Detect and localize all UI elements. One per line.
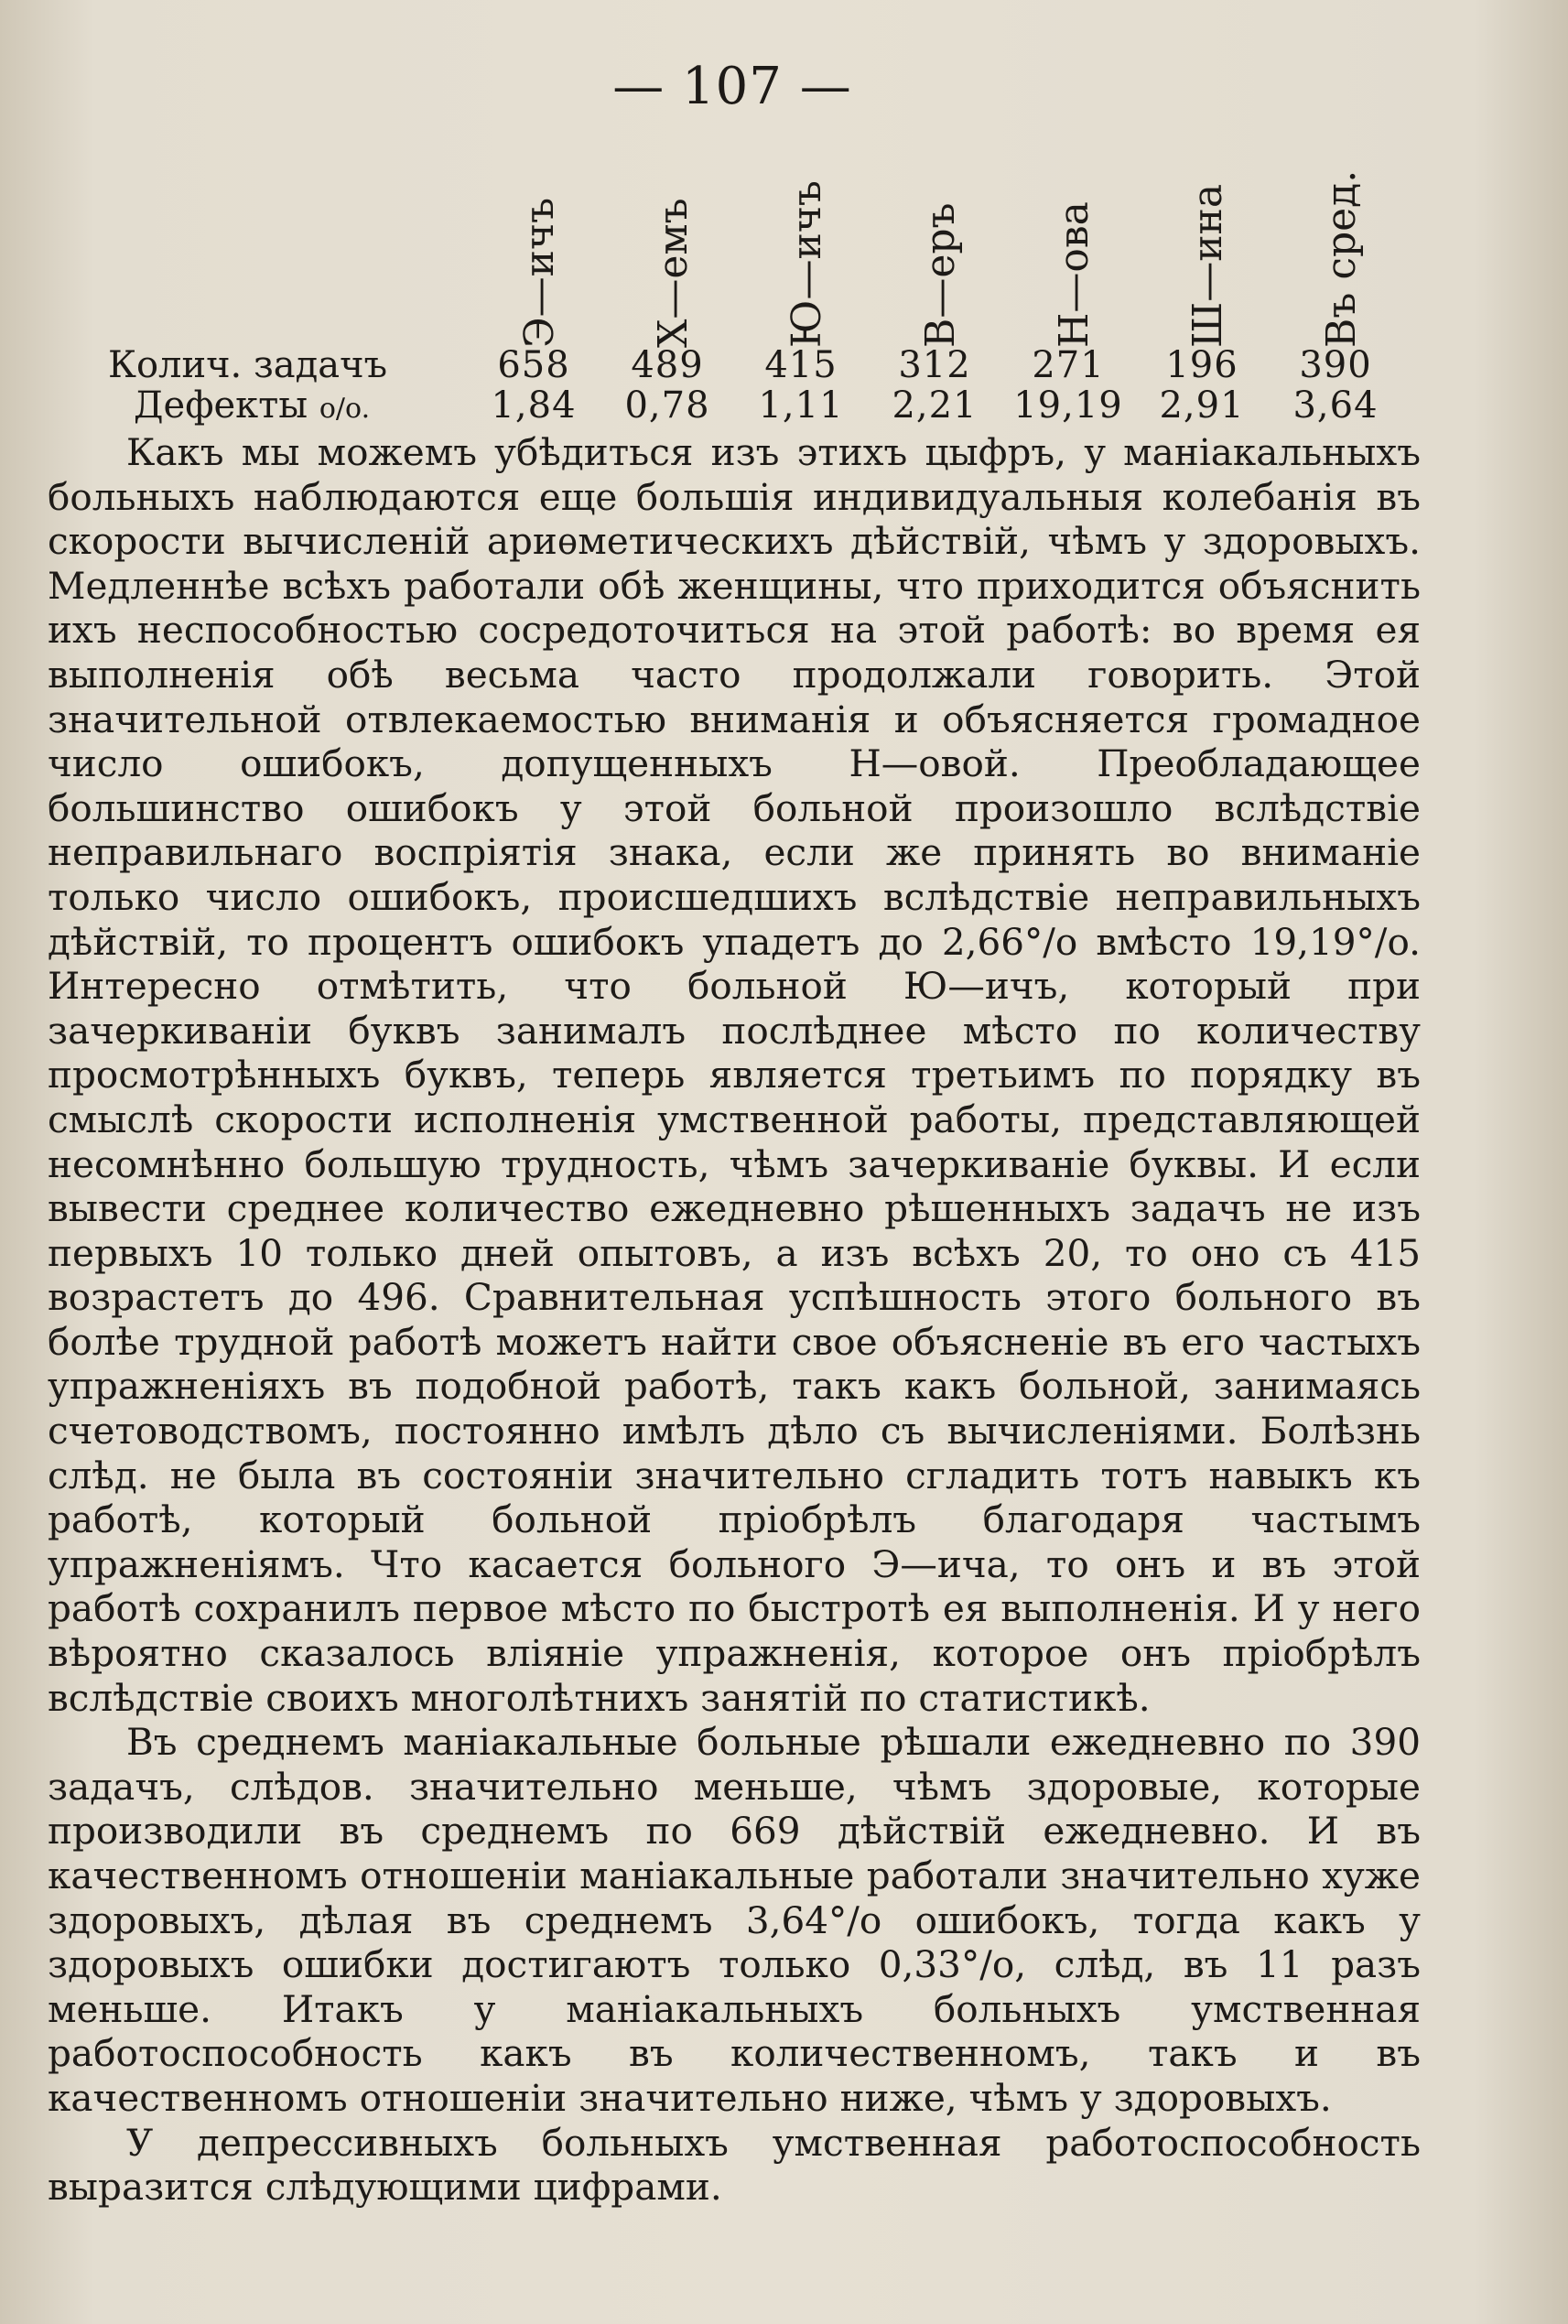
column-header: Э—ичъ <box>516 197 563 348</box>
column-header: В—еръ <box>917 202 964 348</box>
table-cell: 2,91 <box>1159 384 1245 427</box>
paragraph: Какъ мы можемъ убѣдиться изъ этихъ цыфръ, у маніакальныхъ больныхъ наблюдаются еще большія индивидуальныя колебанія въ скорости вычисленій ариѳметическихъ дѣйствій, чѣмъ у здоровыхъ. Медленнѣе всѣхъ работали обѣ женщины, что приходится объяснить ихъ неспособностью сосредоточиться на этой работѣ: во время ея выполненія обѣ весьма часто продолжали говорить. Этой значительной отвлекаемостью вниманія и объясняется громадное число ошибокъ, допущенныхъ Н—овой. Преобладающее большинство ошибокъ у этой больной произошло вслѣдствіе неправильнаго воспріятія знака, если же принять во вниманіе только число ошибокъ, происшедшихъ вслѣдствіе неправильныхъ дѣйствій, то процентъ ошибокъ упадетъ до 2,66°/o вмѣсто 19,19°/o. Интересно отмѣтить, что больной Ю—ичъ, который при зачеркиваніи буквъ занималъ послѣднее мѣсто по количеству просмотрѣнныхъ буквъ, теперь является третьимъ по порядку въ смыслѣ скорости исполненія умственной работы, представляющей несомнѣнно большую трудность, чѣмъ зачеркиваніе буквы. И если вывести среднее количество ежедневно рѣшенныхъ задачъ не изъ первыхъ 10 только дней опытовъ, а изъ всѣхъ 20, то оно съ 415 возрастетъ до 496. Сравнительная успѣшность этого больного въ болѣе трудной работѣ можетъ найти свое объясненіе въ его частыхъ упражненіяхъ въ подобной работѣ, такъ какъ больной, занимаясь счетоводствомъ, постоянно имѣлъ дѣло съ вычисленіями. Болѣзнь слѣд. не была въ состояніи значительно сгладить тотъ навыкъ къ работѣ, который больной пріобрѣлъ благодаря частымъ упражненіямъ. Что касается больного Э—ича, то онъ и въ этой работѣ сохранилъ первое мѣсто по быстротѣ ея выполненія. И у него вѣроятно сказалось вліяніе упражненія, которое онъ пріобрѣлъ вслѣдствіе своихъ многолѣтнихъ занятій по статистикѣ. <box>48 430 1421 1720</box>
table-cell: 489 <box>631 344 704 386</box>
table-cell: 312 <box>898 344 971 386</box>
row-label: Дефекты o/o. <box>134 384 371 427</box>
page-number: — 107 — <box>612 57 852 116</box>
row-label: Колич. задачъ <box>108 344 388 386</box>
column-header: Ш—ина <box>1184 183 1231 348</box>
column-header: Ю—ичъ <box>784 180 830 348</box>
table-cell: 658 <box>497 344 570 386</box>
table-cell: 3,64 <box>1292 384 1379 427</box>
stats-table <box>108 165 1390 430</box>
column-header: Н—ова <box>1051 201 1098 348</box>
table-cell: 271 <box>1032 344 1105 386</box>
table-cell: 415 <box>764 344 838 386</box>
table-cell: 196 <box>1165 344 1238 386</box>
column-header: Х—емъ <box>650 198 697 348</box>
body-text <box>48 430 1421 2210</box>
table-cell: 19,19 <box>1013 384 1123 427</box>
paragraph: У депрессивныхъ больныхъ умственная работоспособность выразится слѣдующими цифрами. <box>48 2120 1421 2210</box>
paragraph: Въ среднемъ маніакальные больные рѣшали ежедневно по 390 задачъ, слѣдов. значительно меньше, чѣмъ здоровые, которые производили въ среднемъ по 669 дѣйствій ежедневно. И въ качественномъ отношеніи маніакальные работали значительно хуже здоровыхъ, дѣлая въ среднемъ 3,64°/o ошибокъ, тогда какъ у здоровыхъ ошибки достигаютъ только 0,33°/o, слѣд, въ 11 разъ меньше. Итакъ у маніакальныхъ больныхъ умственная работоспособность какъ въ количественномъ, такъ и въ качественномъ отношеніи значительно ниже, чѣмъ у здоровыхъ. <box>48 1720 1421 2120</box>
table-cell: 390 <box>1299 344 1372 386</box>
table-cell: 0,78 <box>624 384 710 427</box>
table-cell: 1,11 <box>758 384 844 427</box>
table-cell: 1,84 <box>491 384 577 427</box>
table-cell: 2,21 <box>892 384 978 427</box>
column-header: Въ сред. <box>1318 169 1365 348</box>
